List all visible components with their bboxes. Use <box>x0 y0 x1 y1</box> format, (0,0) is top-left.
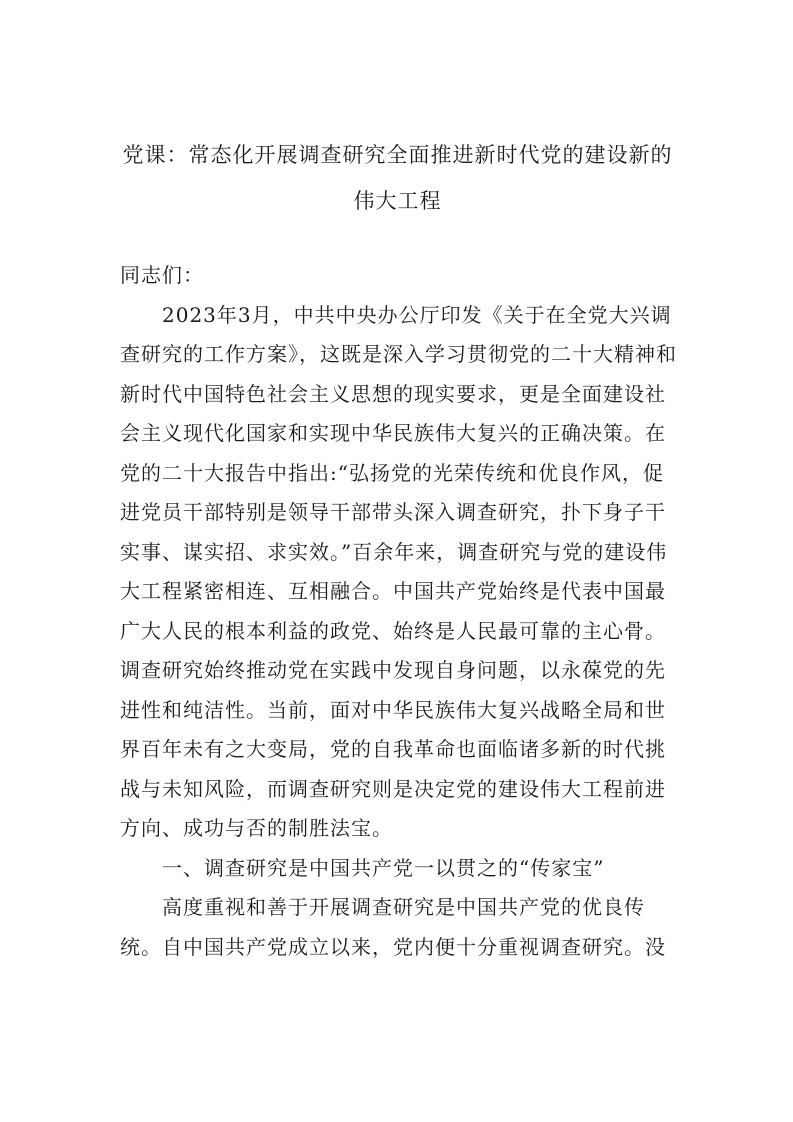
paragraph-intro: 2023年3月，中共中央办公厅印发《关于在全党大兴调查研究的工作方案》，这既是深入学习贯彻党的二十大精神和新时代中国特色社会主义思想的现实要求，更是全面建设社会主义现代化国家和实现中华民族伟大复兴的正确决策。在党的二十大报告中指出:“弘扬党的光荣传统和优良作风，促进党员干部特别是领导干部带头深入调查研究，扑下身子干实事、谋实招、求实效。”百余年来，调查研究与党的建设伟大工程紧密相连、互相融合。中国共产党始终是代表中国最广大人民的根本利益的政党、始终是人民最可靠的主心骨。调查研究始终推动党在实践中发现自身问题，以永葆党的先进性和纯洁性。当前，面对中华民族伟大复兴战略全局和世界百年未有之大变局，党的自我革命也面临诸多新的时代挑战与未知风险，而调查研究则是决定党的建设伟大工程前进方向、成功与否的制胜法宝。 <box>120 302 677 840</box>
document-body <box>120 256 680 967</box>
document-title: 党课：常态化开展调查研究全面推进新时代党的建设新的伟大工程 <box>122 143 673 213</box>
paragraph-section-1: 高度重视和善于开展调查研究是中国共产党的优良传统。自中国共产党成立以来，党内便十分重视调查研究。没 <box>120 895 666 959</box>
section-heading: 一、调查研究是中国共产党一以贯之的“传家宝” <box>162 855 605 880</box>
greeting: 同志们： <box>120 263 204 287</box>
